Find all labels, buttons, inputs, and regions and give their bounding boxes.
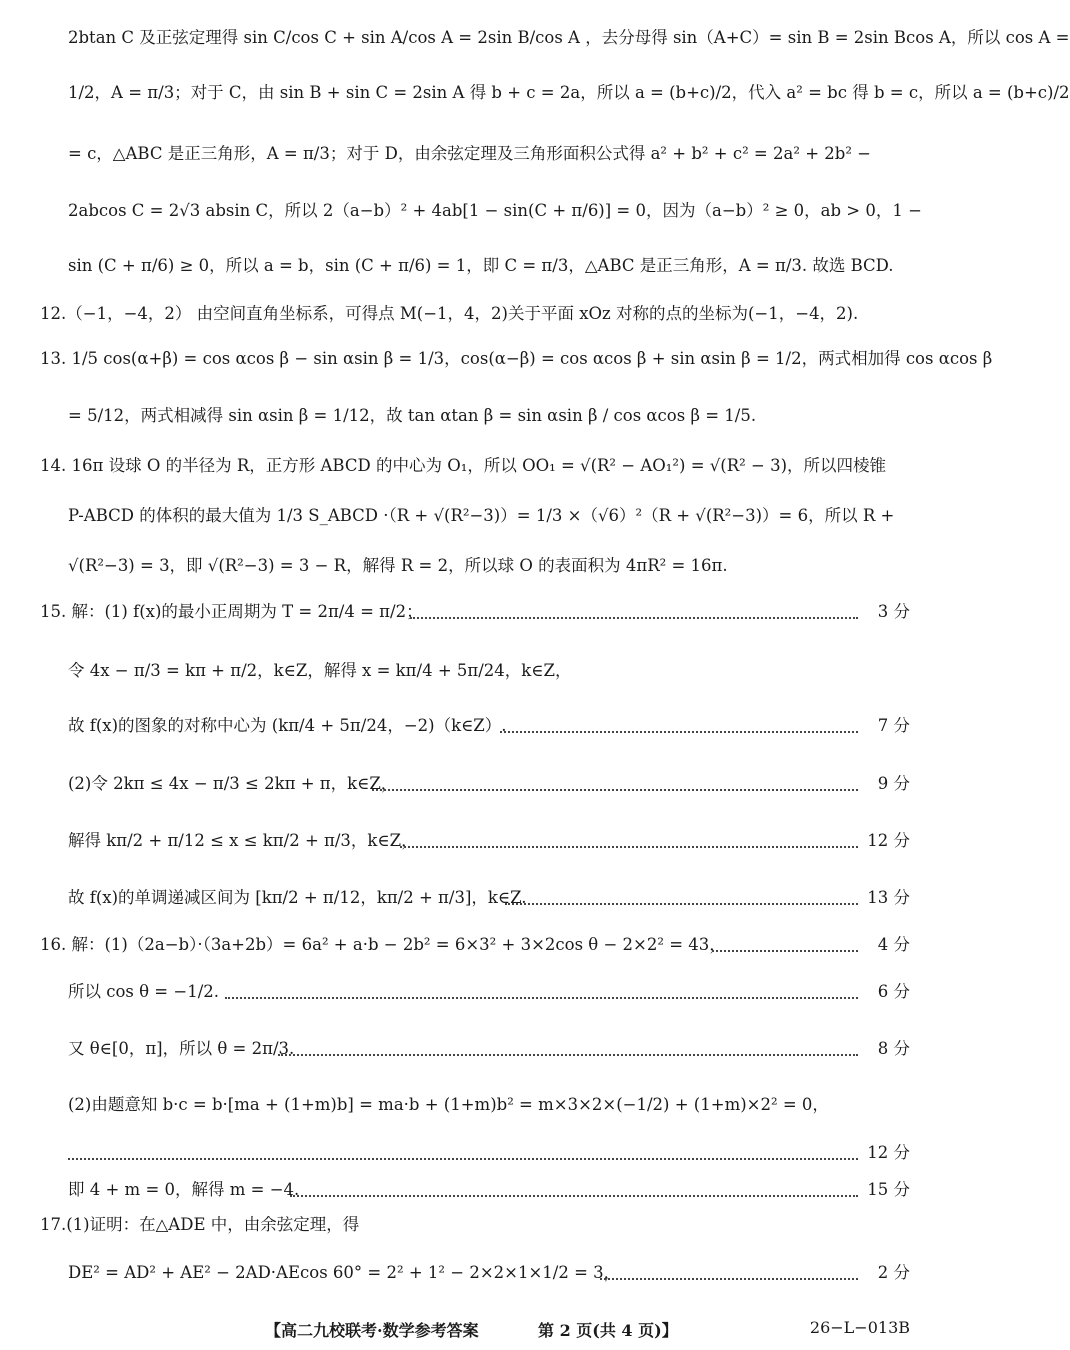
text-line: 解得 kπ/2 + π/12 ≤ x ≤ kπ/2 + π/3，k∈Z， bbox=[68, 831, 418, 850]
text-line: 又 θ∈[0，π]，所以 θ = 2π/3. bbox=[68, 1039, 295, 1058]
score-label: 15 分 bbox=[867, 1180, 910, 1199]
score-label: 2 分 bbox=[877, 1263, 910, 1282]
dot-leader bbox=[600, 1278, 858, 1280]
text-line: √(R²−3) = 3，即 √(R²−3) = 3 − R，解得 R = 2，所以球 O 的表面积为 4πR² = 16π. bbox=[68, 556, 728, 575]
score-label: 9 分 bbox=[877, 774, 910, 793]
text-line: (2)由题意知 b·c = b·[ma + (1+m)b] = ma·b + (1+m)b² = m×3×2×(−1/2) + (1+m)×2² = 0， bbox=[68, 1095, 829, 1114]
text-line: P-ABCD 的体积的最大值为 1/3 S_ABCD ·（R + √(R²−3)）= 1/3 ×（√6）²（R + √(R²−3)）= 6，所以 R + bbox=[68, 506, 895, 525]
footer-code: 26−L−013B bbox=[809, 1318, 910, 1337]
dot-leader bbox=[712, 950, 858, 952]
text-line: 2btan C 及正弦定理得 sin C/cos C + sin A/cos A = 2sin B/cos A ，去分母得 sin（A+C）= sin B = 2sin Bcos A，所以 cos A = bbox=[68, 28, 1070, 47]
score-label: 4 分 bbox=[877, 935, 910, 954]
text-line: sin (C + π/6) ≥ 0，所以 a = b，sin (C + π/6) = 1，即 C = π/3，△ABC 是正三角形，A = π/3. 故选 BCD. bbox=[68, 256, 894, 275]
answer-17: 17.(1)证明：在△ADE 中，由余弦定理，得 bbox=[40, 1215, 360, 1234]
text-line: (2)令 2kπ ≤ 4x − π/3 ≤ 2kπ + π，k∈Z， bbox=[68, 774, 398, 793]
answer-13: 13. 1/5 cos(α+β) = cos αcos β − sin αsin β = 1/3，cos(α−β) = cos αcos β + sin αsin β = 1/2，两式相加得 cos αcos β bbox=[40, 349, 993, 368]
text-line: 1/2，A = π/3；对于 C，由 sin B + sin C = 2sin A 得 b + c = 2a，所以 a = (b+c)/2，代入 a² = bc 得 b = c，所以 a = (b+c)/2 bbox=[68, 83, 1070, 102]
text-line: 故 f(x)的单调递减区间为 [kπ/2 + π/12，kπ/2 + π/3]，k∈Z. bbox=[68, 888, 527, 907]
dot-leader bbox=[372, 789, 858, 791]
answer-16: 16. 解：(1)（2a−b）·（3a+2b）= 6a² + a·b − 2b² = 6×3² + 3×2cos θ − 2×2² = 43， bbox=[40, 935, 726, 954]
answer-12: 12.（−1，−4，2） 由空间直角坐标系，可得点 M(−1，4，2)关于平面 xOz 对称的点的坐标为(−1，−4，2). bbox=[40, 304, 859, 323]
score-label: 12 分 bbox=[867, 1143, 910, 1162]
dot-leader bbox=[225, 997, 858, 999]
text-line: 故 f(x)的图象的对称中心为 (kπ/4 + 5π/24，−2)（k∈Z）. bbox=[68, 716, 507, 735]
text-line: = c，△ABC 是正三角形，A = π/3；对于 D，由余弦定理及三角形面积公式得 a² + b² + c² = 2a² + 2b² − bbox=[68, 144, 872, 163]
dot-leader bbox=[278, 1054, 858, 1056]
score-label: 13 分 bbox=[867, 888, 910, 907]
footer-title: 【高二九校联考·数学参考答案 bbox=[265, 1321, 479, 1340]
score-label: 3 分 bbox=[877, 602, 910, 621]
dot-leader bbox=[505, 903, 858, 905]
dot-leader bbox=[68, 1158, 858, 1160]
dot-leader bbox=[400, 846, 858, 848]
score-label: 8 分 bbox=[877, 1039, 910, 1058]
text-line: = 5/12，两式相减得 sin αsin β = 1/12，故 tan αtan β = sin αsin β / cos αcos β = 1/5. bbox=[68, 406, 757, 425]
answer-14: 14. 16π 设球 O 的半径为 R，正方形 ABCD 的中心为 O₁，所以 OO₁ = √(R² − AO₁²) = √(R² − 3)，所以四棱锥 bbox=[40, 456, 887, 475]
dot-leader bbox=[290, 1195, 858, 1197]
footer-page: 第 2 页(共 4 页)】 bbox=[538, 1321, 678, 1340]
text-line: 2abcos C = 2√3 absin C，所以 2（a−b）² + 4ab[1 − sin(C + π/6)] = 0，因为（a−b）² ≥ 0，ab > 0，1 − bbox=[68, 201, 922, 220]
text-line: 所以 cos θ = −1/2. bbox=[68, 982, 220, 1001]
score-label: 7 分 bbox=[877, 716, 910, 735]
text-line: 即 4 + m = 0，解得 m = −4. bbox=[68, 1180, 300, 1199]
text-line: 令 4x − π/3 = kπ + π/2，k∈Z，解得 x = kπ/4 + 5π/24，k∈Z， bbox=[68, 661, 572, 680]
score-label: 6 分 bbox=[877, 982, 910, 1001]
score-label: 12 分 bbox=[867, 831, 910, 850]
dot-leader bbox=[500, 731, 858, 733]
answer-15: 15. 解：(1) f(x)的最小正周期为 T = 2π/4 = π/2； bbox=[40, 602, 423, 621]
text-line: DE² = AD² + AE² − 2AD·AEcos 60° = 2² + 1² − 2×2×1×1/2 = 3， bbox=[68, 1263, 621, 1282]
dot-leader bbox=[410, 617, 858, 619]
